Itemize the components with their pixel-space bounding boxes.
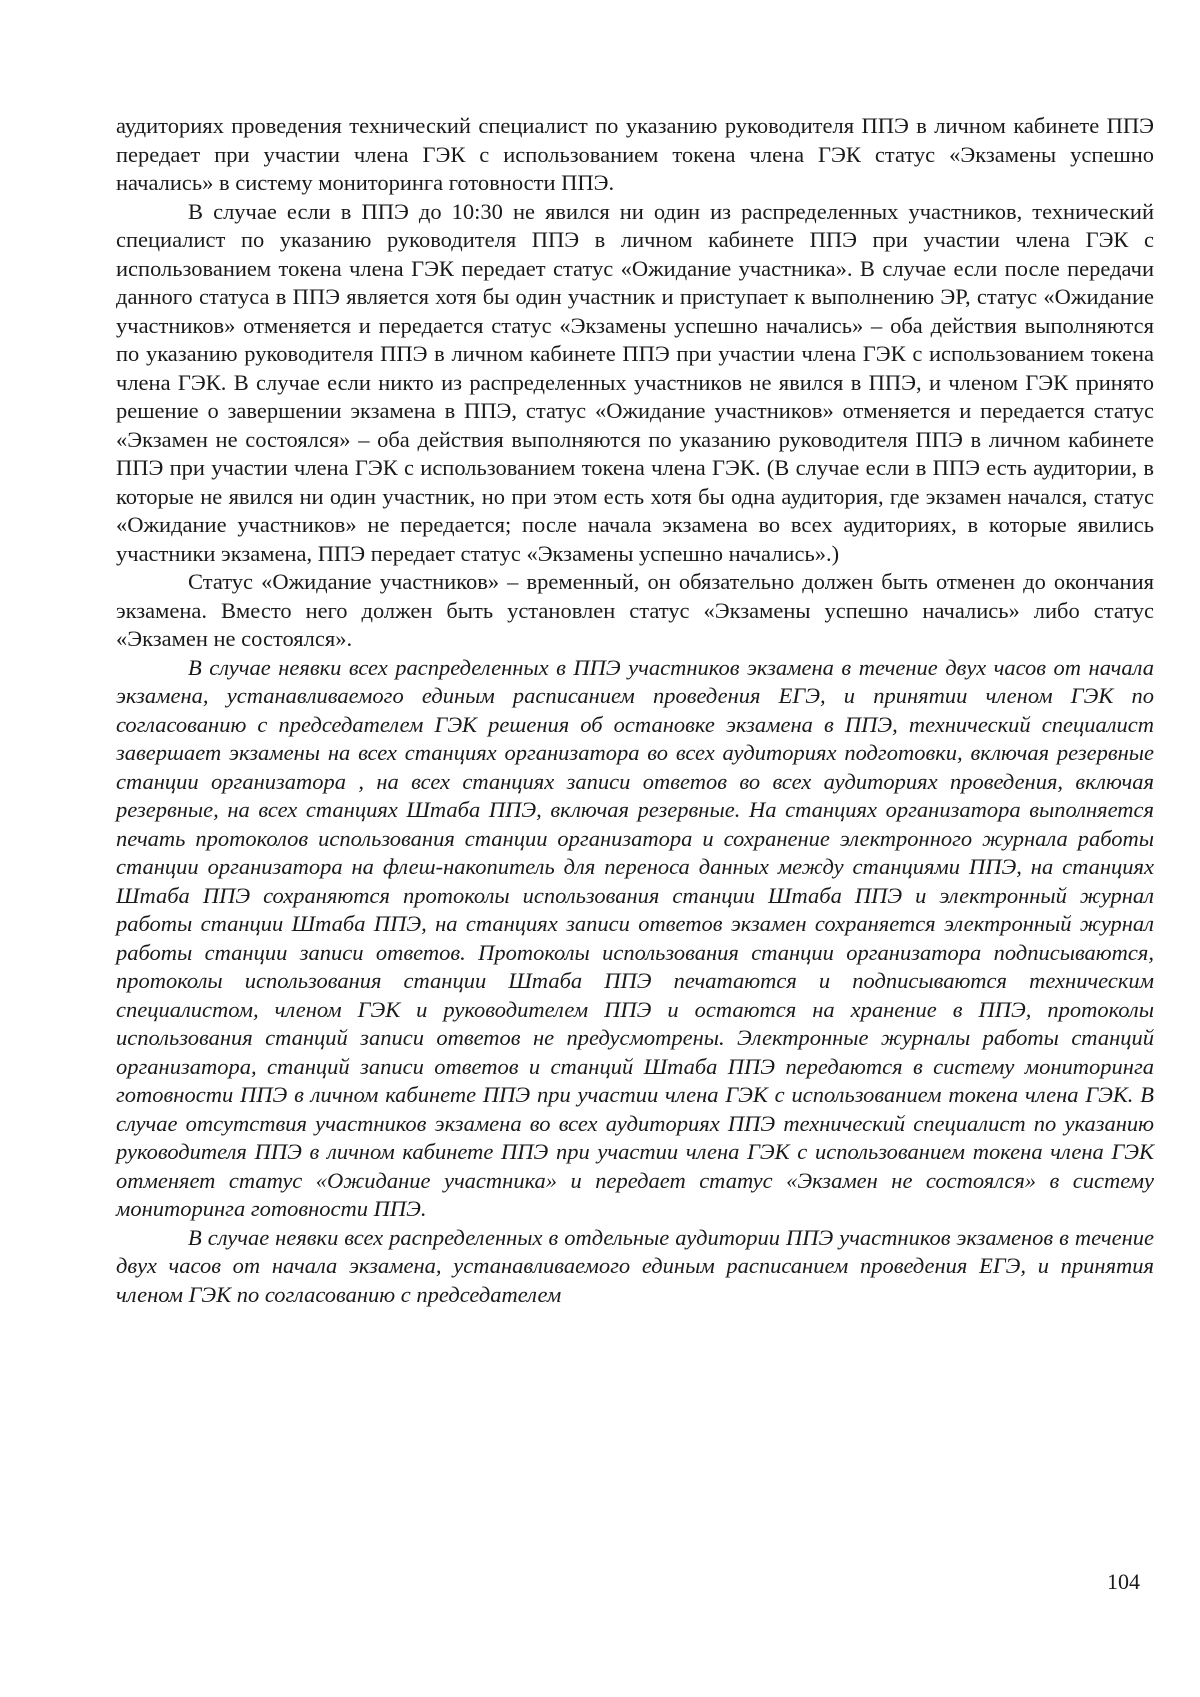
paragraph-temporary-status: Статус «Ожидание участников» – временный, он обязательно должен быть отменен до окончания экзамена. Вместо него должен быть установлен статус «Экзамены успешно начались» либо статус «Экзамен не состоялся».: [116, 569, 1154, 651]
page-number: 104: [1107, 1569, 1140, 1594]
paragraph-continuation: аудиториях проведения технический специалист по указанию руководителя ППЭ в личном кабинете ППЭ передает при участии члена ГЭК с использованием токена члена ГЭК статус «Экзамены успешно начались» в систему мониторинга готовности ППЭ.: [116, 113, 1154, 195]
paragraph-no-participants-status: В случае если в ППЭ до 10:30 не явился ни один из распределенных участников, технический специалист по указанию руководителя ППЭ в личном кабинете ППЭ при участии члена ГЭК с использованием токена члена ГЭК передает статус «Ожидание участника». В случае если после передачи данного статуса в ППЭ является хотя бы один участник и приступает к выполнению ЭР, статус «Ожидание участников» отменяется и передается статус «Экзамены успешно начались» – оба действия выполняются по указанию руководителя ППЭ в личном кабинете ППЭ при участии члена ГЭК с использованием токена члена ГЭК. В случае если никто из распределенных участников не явился в ППЭ, и членом ГЭК принято решение о завершении экзамена в ППЭ, статус «Ожидание участников» отменяется и передается статус «Экзамен не состоялся» – оба действия выполняются по указанию руководителя ППЭ в личном кабинете ППЭ при участии члена ГЭК с использованием токена члена ГЭК. (В случае если в ППЭ есть аудитории, в которые не явился ни один участник, но при этом есть хотя бы одна аудитория, где экзамен начался, статус «Ожидание участников» не передается; после начала экзамена во всех аудиториях, в которые явились участники экзамена, ППЭ передает статус «Экзамены успешно начались».): [116, 198, 1154, 566]
paragraph-exam-stop-procedure: В случае неявки всех распределенных в ППЭ участников экзамена в течение двух часов от начала экзамена, устанавливаемого единым расписанием проведения ЕГЭ, и принятии членом ГЭК по согласованию с председателем ГЭК решения об остановке экзамена в ППЭ, технический специалист завершает экзамены на всех станциях организатора во всех аудиториях подготовки, включая резервные станции организатора , на всех станциях записи ответов во всех аудиториях проведения, включая резервные, на всех станциях Штаба ППЭ, включая резервные. На станциях организатора выполняется печать протоколов использования станции организатора и сохранение электронного журнала работы станции организатора на флеш-накопитель для переноса данных между станциями ППЭ, на станциях Штаба ППЭ сохраняются протоколы использования станции Штаба ППЭ и электронный журнал работы станции Штаба ППЭ, на станциях записи ответов экзамен сохраняется электронный журнал работы станции записи ответов. Протоколы использования станции организатора подписываются, протоколы использования станции Штаба ППЭ печатаются и подписываются техническим специалистом, членом ГЭК и руководителем ППЭ и остаются на хранение в ППЭ, протоколы использования станций записи ответов не предусмотрены. Электронные журналы работы станций организатора, станций записи ответов и станций Штаба ППЭ передаются в систему мониторинга готовности ППЭ в личном кабинете ППЭ при участии члена ГЭК с использованием токена члена ГЭК. В случае отсутствия участников экзамена во всех аудиториях ППЭ технический специалист по указанию руководителя ППЭ в личном кабинете ППЭ при участии члена ГЭК с использованием токена члена ГЭК отменяет статус «Ожидание участника» и передает статус «Экзамен не состоялся» в систему мониторинга готовности ППЭ.: [116, 654, 1154, 1221]
page-body: [116, 112, 1154, 1309]
paragraph-separate-auditoriums: В случае неявки всех распределенных в отдельные аудитории ППЭ участников экзаменов в течение двух часов от начала экзамена, устанавливаемого единым расписанием проведения ЕГЭ, и принятия членом ГЭК по согласованию с председателем: [116, 1224, 1154, 1307]
